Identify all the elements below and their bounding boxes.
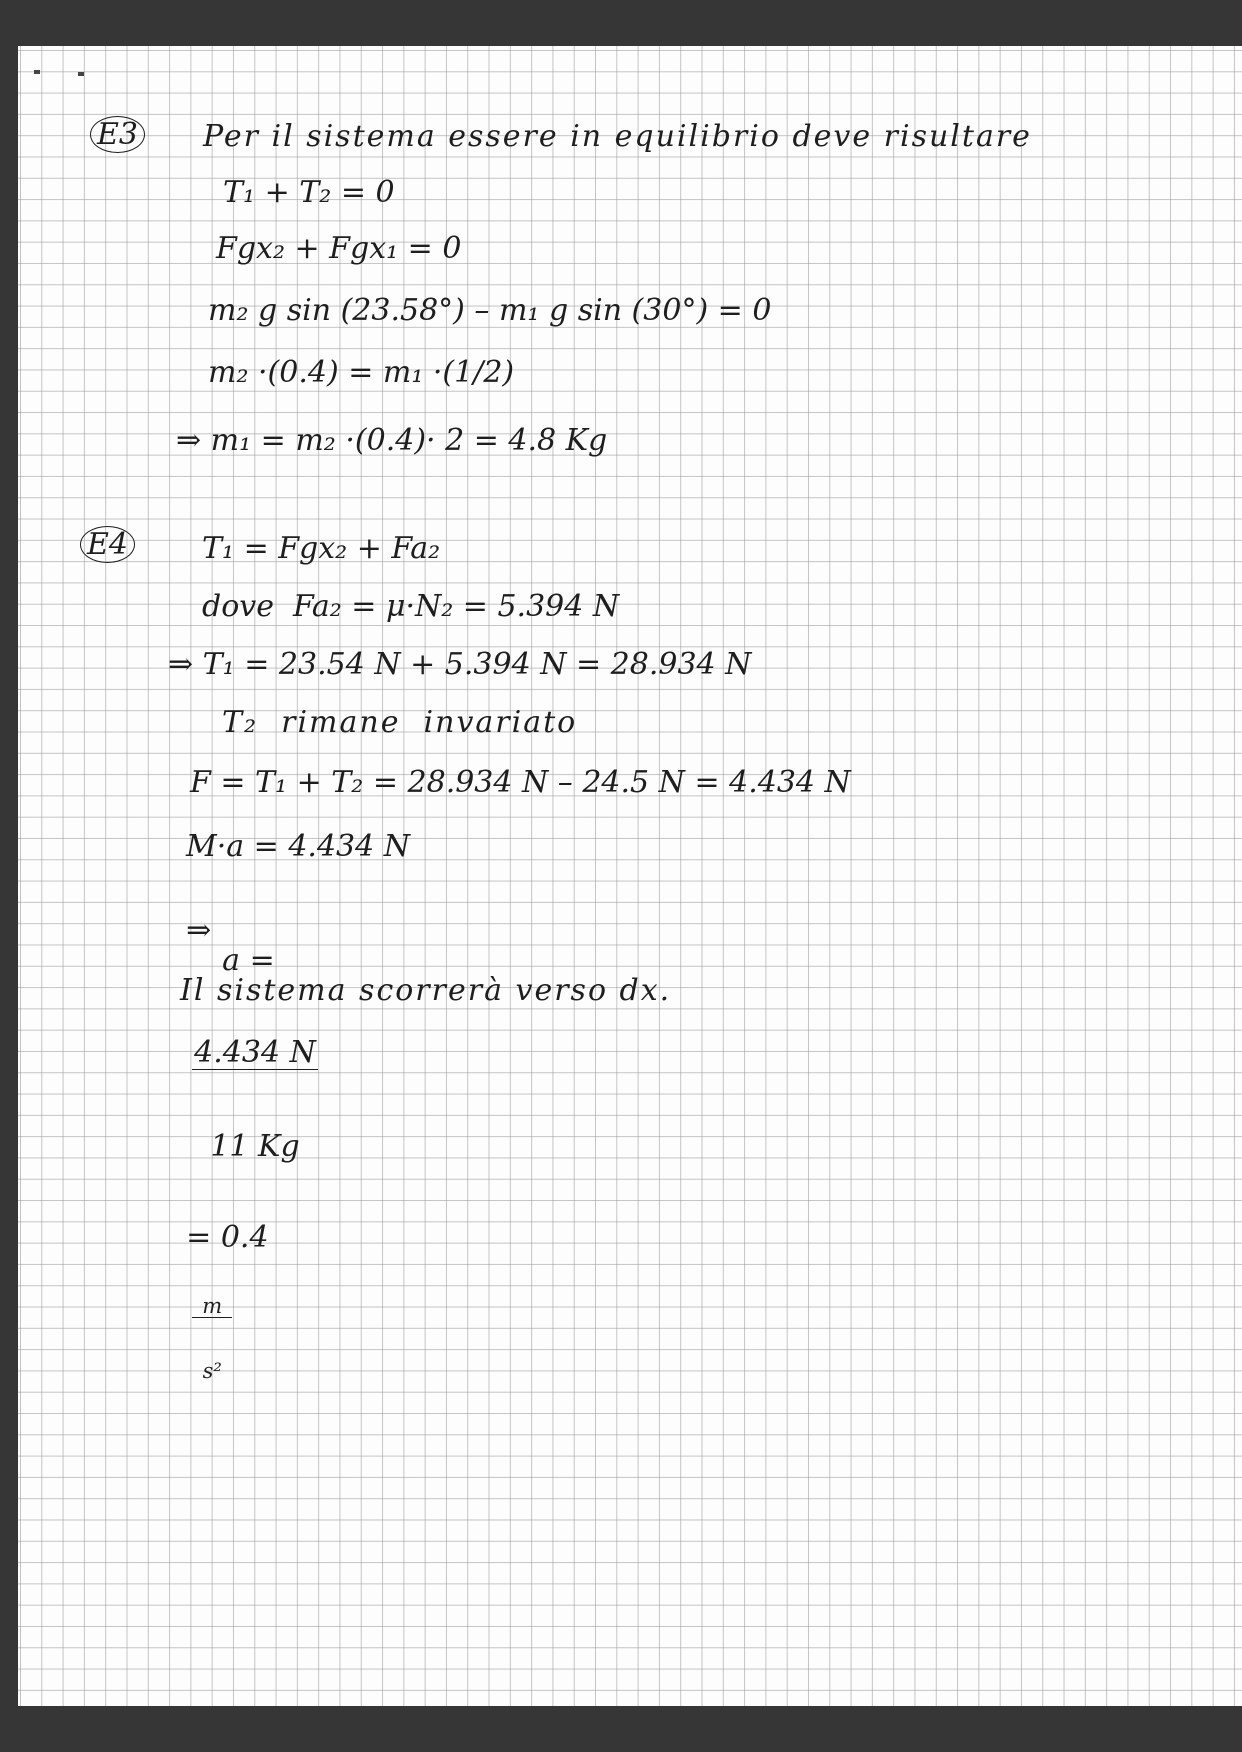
fraction-numerator: 4.434 N [194,1035,316,1070]
e3-equation-line: m₂ g sin (23.58°) – m₁ g sin (30°) = 0 [208,293,772,328]
unit-denominator: s² [202,1359,222,1384]
exercise-label-e4: E4 [80,526,135,563]
e4-equation-line: F = T₁ + T₂ = 28.934 N – 24.5 N = 4.434 N [190,765,851,800]
accel-unit [192,1253,232,1424]
accel-result: = 0.4 [186,1220,269,1255]
accel-fraction [192,976,318,1223]
grid-paper-sheet [18,46,1242,1706]
e3-equation-line: Fgx₂ + Fgx₁ = 0 [216,231,462,266]
unit-numerator: m [192,1295,232,1318]
e4-acceleration-line [148,886,324,1454]
e3-intro: Per il sistema essere in equilibrio deve risultare [203,119,1032,154]
e4-equation-line: ⇒ T₁ = 23.54 N + 5.394 N = 28.934 N [168,647,752,682]
e4-conclusion: Il sistema scorrerà verso dx. [180,973,672,1008]
implies-symbol: ⇒ [186,913,212,948]
scan-mark [78,72,84,76]
e4-equation-line: M·a = 4.434 N [186,829,411,864]
fraction-denominator: 11 Kg [210,1129,300,1164]
exercise-label-e3: E3 [90,116,145,153]
scan-mark [34,70,40,74]
accel-lhs: a = [222,943,275,978]
e3-result-line: ⇒ m₁ = m₂ ·(0.4)· 2 = 4.8 Kg [176,423,608,458]
e4-equation-line: T₁ = Fgx₂ + Fa₂ [202,531,441,566]
e4-equation-line: dove Fa₂ = μ·N₂ = 5.394 N [202,589,620,624]
e3-equation-line: m₂ ·(0.4) = m₁ ·(1/2) [208,355,515,390]
e3-equation-line: T₁ + T₂ = 0 [223,175,395,210]
e4-equation-line: T₂ rimane invariato [222,705,578,740]
